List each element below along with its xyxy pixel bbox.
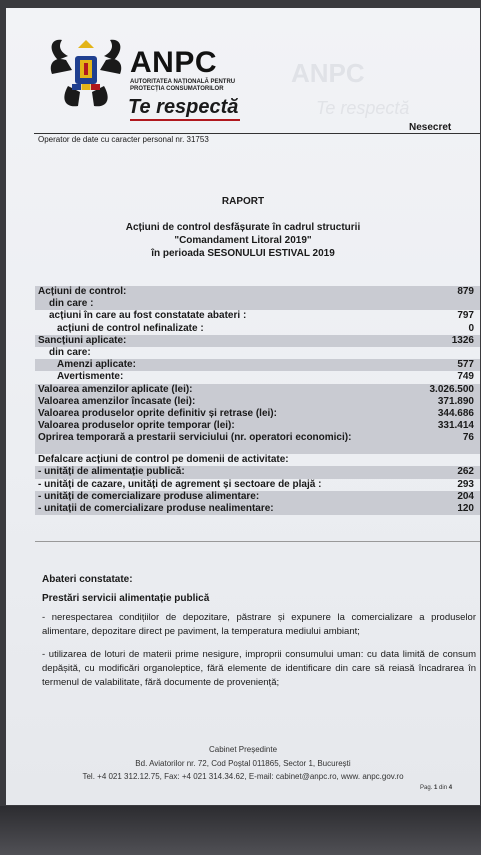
- table-row: [35, 491, 480, 503]
- table-row: [35, 396, 480, 408]
- row-value: 879: [457, 286, 474, 297]
- row-label: Amenzi aplicate:: [57, 359, 136, 371]
- page-prefix: Pag.: [420, 785, 433, 791]
- row-label: acțiuni de control nefinalizate :: [57, 322, 204, 334]
- table-row: [35, 310, 480, 322]
- findings-subheading: Prestări servicii alimentație publică: [42, 593, 210, 604]
- table-row: [35, 408, 480, 420]
- row-value: 797: [457, 310, 474, 322]
- row-label: acțiuni în care au fost constatate abateri :: [49, 310, 247, 322]
- row-label: - unități de cazare, unități de agrement și sectoare de plajă :: [38, 478, 322, 490]
- page-number: [420, 785, 452, 791]
- table-row: [35, 466, 480, 478]
- row-value: 76: [462, 432, 474, 444]
- report-subtitle-line2: "Comandament Litoral 2019": [174, 235, 312, 246]
- table-row: [35, 420, 480, 432]
- footer-address: Bd. Aviatorilor nr. 72, Cod Poștal 011865, Sector 1, București: [135, 759, 351, 768]
- row-label: din care:: [49, 346, 91, 358]
- table-row: [35, 503, 480, 515]
- table-row: [35, 298, 480, 310]
- table-bottom-rule: [35, 541, 480, 542]
- row-label: Valoarea amenzilor încasate (lei):: [38, 395, 196, 407]
- row-value: 293: [457, 478, 474, 490]
- show-through-text: ANPC: [291, 58, 365, 88]
- operator-number: Operator de date cu caracter personal nr. 31753: [38, 135, 209, 144]
- report-subtitle-line3: în perioada SESONULUI ESTIVAL 2019: [151, 248, 335, 259]
- table-row: [35, 384, 480, 396]
- show-through-slogan: Te respectă: [316, 98, 410, 118]
- table-row: [35, 479, 480, 491]
- row-label: din care :: [49, 298, 94, 310]
- brand-name: ANPC: [130, 46, 218, 79]
- row-label: - unități de comercializare produse alimentare:: [38, 490, 260, 502]
- classification-label: Nesecret: [409, 122, 452, 133]
- table-row: [35, 454, 480, 466]
- header-rule: [34, 133, 480, 134]
- row-value: 0: [468, 322, 474, 334]
- background-surface: [0, 806, 481, 855]
- table-row: [35, 371, 480, 383]
- row-value: 331.414: [437, 420, 474, 432]
- row-label: Acțiuni de control:: [38, 286, 127, 297]
- footer-office: Cabinet Președinte: [208, 745, 278, 754]
- anpc-crest-icon: [44, 30, 128, 114]
- row-label: Sancțiuni aplicate:: [38, 334, 127, 346]
- findings-heading: Abateri constatate:: [42, 574, 133, 585]
- row-label: Valoarea amenzilor aplicate (lei):: [38, 383, 193, 395]
- row-value: 749: [457, 371, 474, 383]
- brand-subtitle: AUTORITATEA NAȚIONALĂ PENTRU PROTECȚIA CONSUMATORILOR: [130, 79, 236, 92]
- table-row: [35, 347, 480, 359]
- slogan-underline: [130, 119, 240, 121]
- table-row: [35, 432, 480, 454]
- row-label: Defalcare acțiuni de control pe domenii de activitate:: [38, 454, 289, 466]
- table-row: [35, 323, 480, 335]
- document-page: [6, 8, 480, 805]
- row-label: Oprirea temporară a prestarii serviciului (nr. operatori economici):: [38, 432, 352, 444]
- row-label: Valoarea produselor oprite temporar (lei):: [38, 420, 235, 432]
- finding-paragraph: - nerespectarea condițiilor de depozitare, păstrare și expunere la comercializare a produselor alimentare, depozitare direct pe paviment, la temperatura mediului ambiant;: [42, 612, 476, 637]
- report-subtitle-line1: Acțiuni de control desfășurate în cadrul structurii: [125, 222, 361, 233]
- row-value: 3.026.500: [429, 383, 474, 395]
- slogan: Te respectă: [128, 96, 239, 118]
- page-current: 1: [434, 785, 438, 791]
- page-total: 4: [448, 785, 453, 791]
- row-label: - unități de alimentație publică:: [38, 466, 185, 478]
- table-row: [35, 335, 480, 347]
- statistics-table: [35, 286, 480, 515]
- row-label: Valoarea produselor oprite definitiv și retrase (lei):: [38, 407, 277, 419]
- row-value: 577: [457, 359, 474, 371]
- row-value: 1326: [451, 334, 474, 346]
- row-label: Avertismente:: [57, 371, 124, 383]
- report-title: RAPORT: [221, 196, 265, 207]
- row-label: - unitații de comercializare produse nealimentare:: [38, 503, 274, 514]
- row-value: 371.890: [437, 395, 474, 407]
- table-row: [35, 286, 480, 298]
- row-value: 262: [457, 466, 474, 478]
- page-mid: din: [439, 785, 448, 791]
- footer-contact: Tel. +4 021 312.12.75, Fax: +4 021 314.34.62, E-mail: cabinet@anpc.ro, www. anpc.gov.ro: [82, 772, 404, 781]
- finding-paragraph: - utilizarea de loturi de materii prime nesigure, improprii consumului uman: cu data limită de consum depășită, cu modificări organoleptice, fără elemente de identificare din care să reiasă încadrarea în termenul de valabilitate, fără documente de proveniență;: [42, 649, 476, 688]
- row-value: 120: [457, 503, 474, 514]
- row-value: 204: [457, 490, 474, 502]
- table-row: [35, 359, 480, 371]
- row-value: 344.686: [437, 407, 474, 419]
